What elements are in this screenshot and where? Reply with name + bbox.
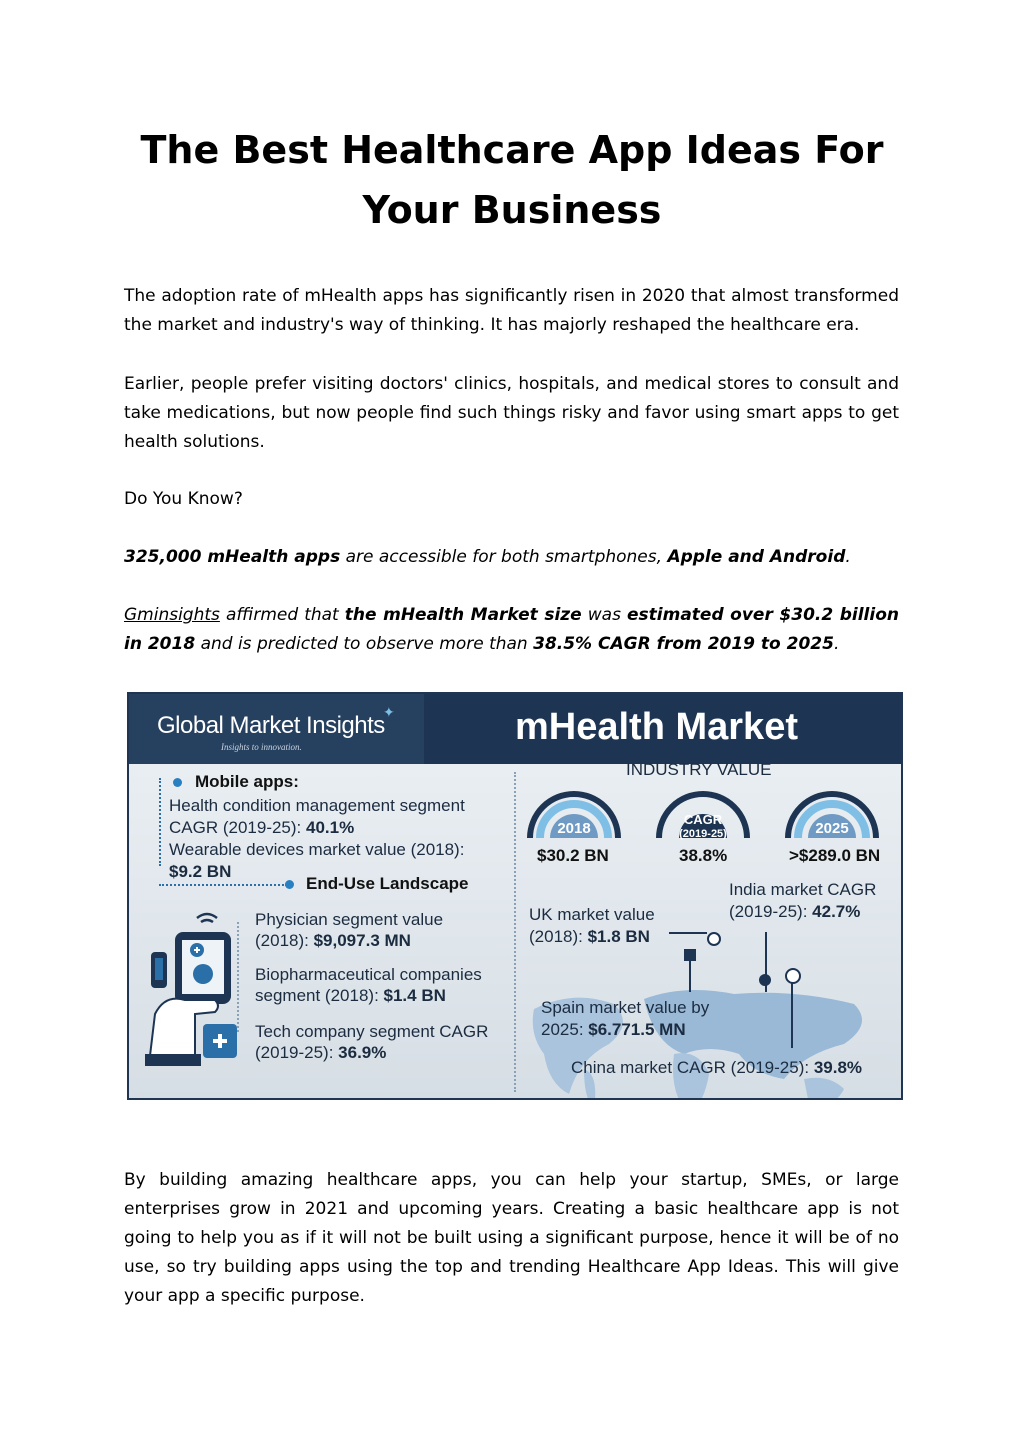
uk-label: UK market value [529, 905, 655, 924]
gmi-logo [129, 694, 424, 764]
apps-text: are accessible for both smartphones, [340, 547, 668, 567]
hc-segment-label: Health condition management segment [169, 796, 465, 815]
industry-value-heading: INDUSTRY VALUE [626, 760, 772, 779]
hc-cagr-value: 40.1% [306, 818, 355, 837]
spain-value [541, 1019, 686, 1040]
gauge-cagr-sublabel: (2019-25) [679, 828, 727, 840]
gauge-cagr-label: CAGR [683, 812, 723, 827]
spain-value-text: $6.771.5 MN [588, 1020, 686, 1039]
china-label: China market CAGR (2019-25): [571, 1058, 814, 1077]
infographic-header [129, 694, 903, 764]
platforms: Apple and Android [667, 547, 846, 567]
hc-cagr [169, 817, 354, 838]
spain-label2: 2025: [541, 1020, 589, 1039]
uk-value-text: $1.8 BN [587, 927, 650, 946]
period: . [833, 634, 840, 654]
biopharma-value [255, 985, 446, 1006]
wearable-value [169, 861, 231, 882]
market-size-paragraph [124, 601, 899, 659]
text-estimated: estimated over $30.2 billion in 2018 [124, 605, 899, 654]
mhealth-infographic [127, 692, 903, 1100]
gminsights-link[interactable]: Gminsights [124, 605, 220, 625]
physician-label2: (2018): [255, 931, 314, 950]
uk-label2: (2018): [529, 927, 588, 946]
bullet-dot [285, 880, 294, 889]
mobile-apps-heading: Mobile apps: [195, 772, 299, 791]
bullet-dot [173, 778, 182, 787]
connector-line [669, 932, 707, 934]
text-cagr: 38.5% CAGR from 2019 to 2025 [533, 634, 834, 654]
hc-cagr-label: CAGR (2019-25): [169, 818, 306, 837]
gauge-cagr-value: 38.8% [679, 846, 728, 865]
text-was: was [581, 605, 627, 625]
wearable-label: Wearable devices market value (2018): [169, 840, 465, 859]
uk-pin-icon [707, 932, 721, 946]
sparkle-icon: ✦ [383, 704, 395, 720]
apps-count: 325,000 mHealth apps [124, 547, 341, 567]
divider [514, 772, 516, 1092]
wearable-value-text: $9.2 BN [169, 862, 232, 881]
period: . [845, 547, 851, 567]
do-you-know-text: Do You Know? [124, 489, 243, 509]
biopharma-label: Biopharmaceutical companies [255, 965, 482, 984]
logo-tagline: Insights to innovation. [221, 742, 302, 752]
gauge-2018-label: 2018 [557, 820, 591, 837]
physician-value [255, 930, 411, 951]
physician-value-text: $9,097.3 MN [313, 931, 411, 950]
india-label: India market CAGR [729, 880, 877, 899]
closing-paragraph: By building amazing healthcare apps, you can help your startup, SMEs, or large enterprises grow in 2021 and upcoming years. Creating a basic healthcare app is not going to help you as if it will not be built using a significant purpose, hence it will be of no use, so try building apps using the top and trending Healthcare App Ideas. This will give your app a specific purpose. [124, 1170, 899, 1306]
connector-line [159, 778, 161, 866]
biopharma-label2: segment (2018): [255, 986, 384, 1005]
tech-value-text: 36.9% [338, 1043, 387, 1062]
india-label2: (2019-25): [729, 902, 813, 921]
spain-marker-icon [684, 949, 696, 961]
end-use-heading: End-Use Landscape [306, 874, 469, 893]
infographic-title: mHealth Market [515, 706, 798, 748]
gauge-2025-value: >$289.0 BN [789, 846, 881, 865]
apps-count-paragraph [124, 543, 899, 572]
china-value-text: 39.8% [813, 1058, 863, 1077]
india-pin-icon [759, 974, 771, 986]
page-title: The Best Healthcare App Ideas For Your Business [140, 128, 884, 232]
china-pin-icon [785, 968, 801, 984]
physician-label: Physician segment value [255, 910, 444, 929]
connector-line [159, 884, 287, 886]
intro-paragraph: The adoption rate of mHealth apps has significantly risen in 2020 that almost transformed the market and industry's way of thinking. It has majorly reshaped the healthcare era. [124, 286, 899, 335]
spain-label: Spain market value by [541, 998, 710, 1017]
logo-name: Global Market Insights [157, 712, 385, 739]
connector-line [237, 922, 239, 1032]
connector-line [791, 978, 793, 1048]
tech-value [255, 1042, 386, 1063]
china-value [571, 1057, 862, 1078]
india-value-text: 42.7% [812, 902, 861, 921]
india-value [729, 901, 860, 922]
text-market-size: the mHealth Market size [344, 605, 582, 625]
gauge-2018-value: $30.2 BN [537, 846, 609, 865]
biopharma-value-text: $1.4 BN [383, 986, 446, 1005]
gauge-2025-label: 2025 [815, 820, 849, 837]
text-affirmed: affirmed that [219, 605, 345, 625]
tech-label2: (2019-25): [255, 1043, 339, 1062]
tech-label: Tech company segment CAGR [255, 1022, 489, 1041]
uk-value [529, 926, 650, 947]
infographic-body [129, 760, 903, 1100]
earlier-paragraph: Earlier, people prefer visiting doctors' clinics, hospitals, and medical stores to consult and take medications, but now people find such things risky and favor using smart apps to get health solutions. [124, 374, 899, 452]
text-predicted: and is predicted to observe more than [195, 634, 534, 654]
